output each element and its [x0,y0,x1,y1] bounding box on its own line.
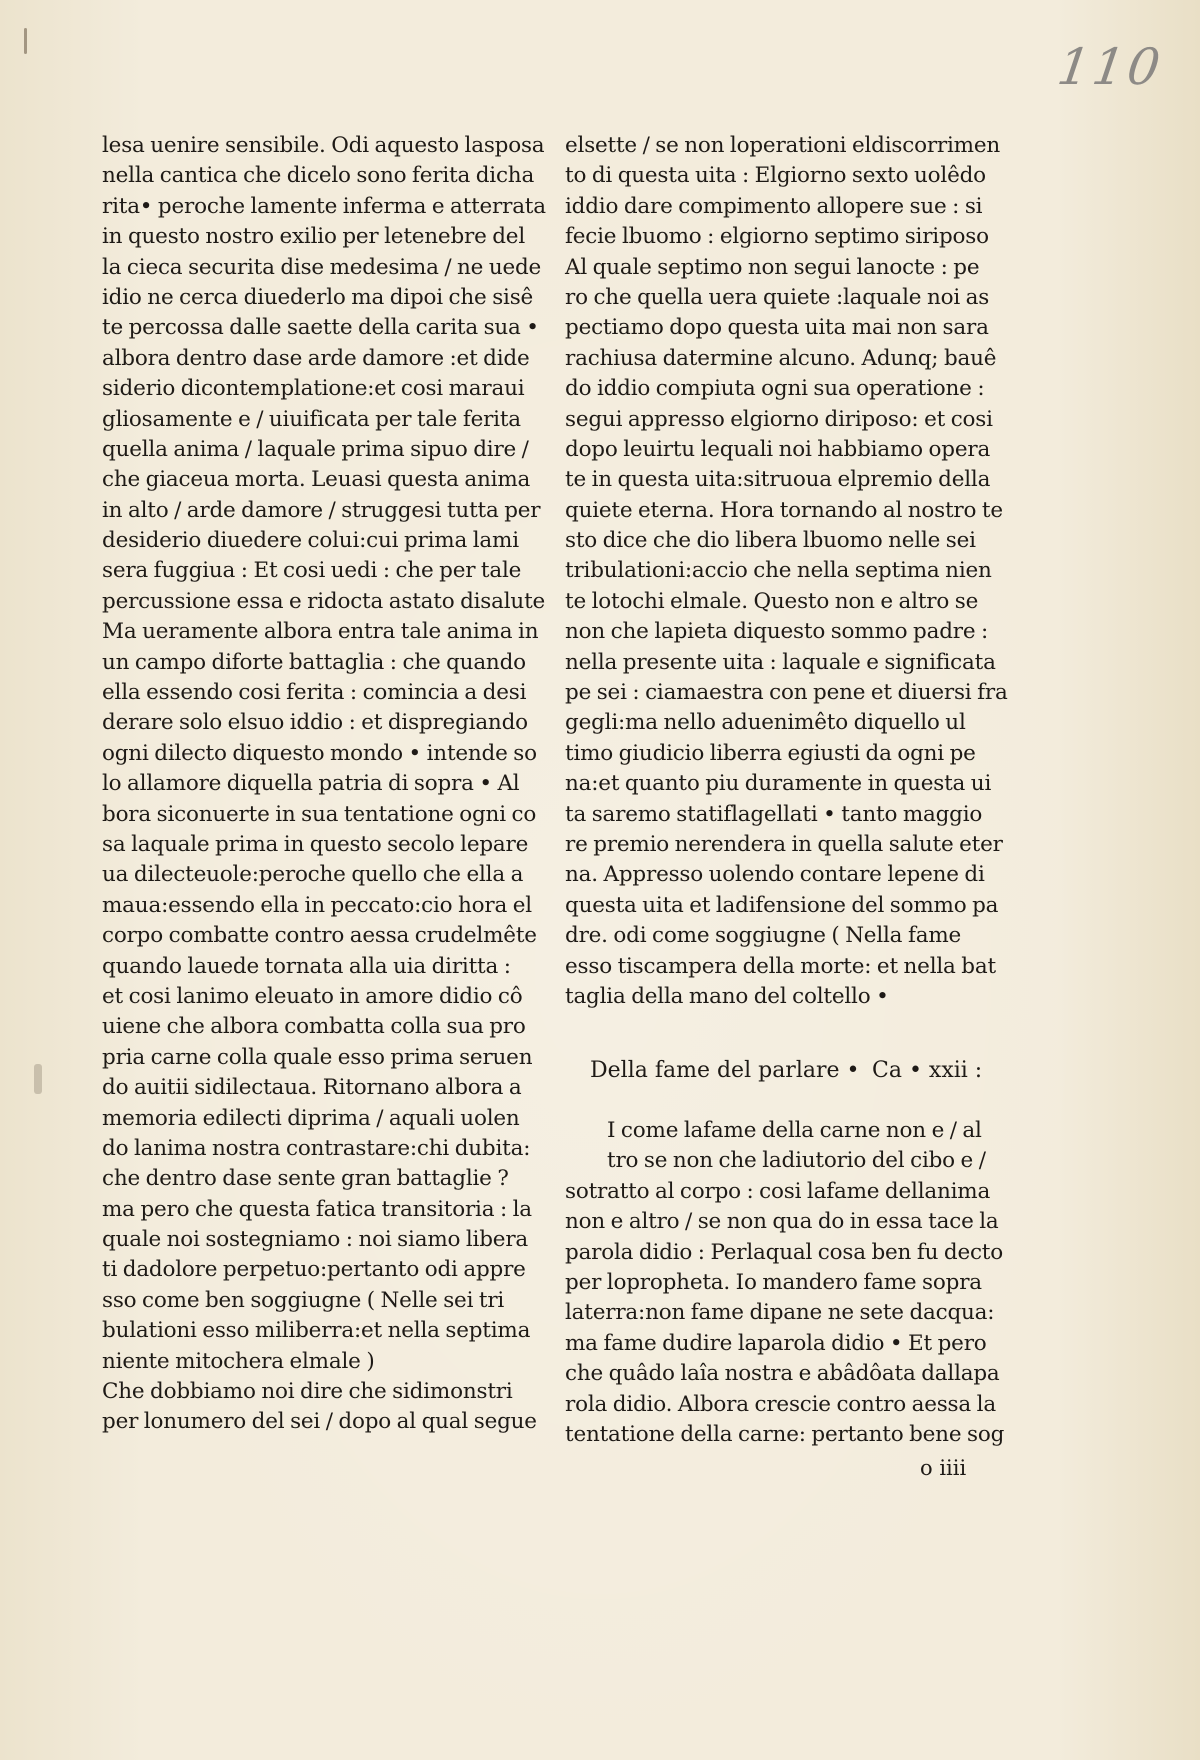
text-line: rola didio. Albora crescie contro aessa la [565,1391,996,1417]
text-line: che quâdo laîa nostra e abâdôata dallapa [565,1361,1000,1387]
text-line: la cieca securita dise medesima / ne uede [102,254,542,280]
text-line: un campo diforte battaglia : che quando [102,649,526,675]
text-line: ua dilecteuole:peroche quello che ella a [102,862,524,888]
text-line: pe sei : ciamaestra con pene et diuersi fra [565,680,1008,706]
text-line: rita• peroche lamente inferma e atterrata [102,193,546,219]
text-line: quiete eterna. Hora tornando al nostro te [565,497,1003,523]
text-line: gegli:ma nello aduenimêto diquello ul [565,710,966,736]
text-line: do iddio compiuta ogni sua operatione : [565,376,985,402]
text-line: Al quale septimo non segui lanocte : pe [565,254,980,280]
text-line: re premio nerendera in quella salute eter [565,831,1003,857]
text-line: pectiamo dopo questa uita mai non sara [565,315,989,341]
text-line: ma fame dudire laparola didio • Et pero [565,1330,987,1356]
text-line: per lopropheta. Io mandero fame sopra [565,1269,982,1295]
text-line: tentatione della carne: pertanto bene sog [565,1421,1005,1447]
text-line: nella presente uita : laquale e significata [565,649,996,675]
chapter-heading [590,1055,990,1087]
left-text-column [102,131,546,1438]
text-line: sera fuggiua : Et cosi uedi : che per tale [102,558,522,584]
margin-stain [34,1064,42,1094]
text-line: questa uita et ladifensione del sommo pa [565,892,999,918]
right-text-column-upper [565,131,1008,1012]
text-line: ella essendo cosi ferita : comincia a desi [102,680,527,706]
text-line: ta saremo statiflagellati • tanto maggio [565,801,983,827]
text-line: elsette / se non loperationi eldiscorrimen [565,133,1001,158]
text-line: na. Appresso uolendo contare lepene di [565,862,985,888]
binding-mark [24,28,27,54]
text-line: siderio dicontemplatione:et cosi maraui [102,376,525,402]
text-line: per lonumero del sei / dopo al qual segue [102,1409,537,1435]
text-line: memoria edilecti diprima / aquali uolen [102,1105,520,1131]
text-line: sto dice che dio libera lbuomo nelle sei [565,528,976,554]
text-line: Ma ueramente albora entra tale anima in [102,619,539,645]
chapter-title: Della fame del parlare • [590,1058,860,1083]
text-line: pria carne colla quale esso prima seruen [102,1044,533,1070]
chapter-number: Ca • xxii : [872,1058,983,1083]
text-line: che dentro dase sente gran battaglie ? [102,1166,509,1192]
text-line: ogni dilecto diquesto mondo • intende so [102,740,537,766]
text-line: dre. odi come soggiugne ( Nella fame [565,923,962,949]
text-line: laterra:non fame dipane ne sete dacqua: [565,1300,995,1326]
right-text-column-lower [565,1116,1005,1450]
text-line: gliosamente e / uiuificata per tale ferita [102,406,521,432]
folio-number: 110 [1053,38,1167,96]
text-line: taglia della mano del coltello • [565,983,889,1009]
text-line: quella anima / laquale prima sipuo dire / [102,436,529,462]
text-line: idio ne cerca diuederlo ma dipoi che sisê [102,284,534,310]
text-line: ma pero che questa fatica transitoria : la [102,1196,532,1222]
text-line: quale noi sostegniamo : noi siamo libera [102,1227,529,1253]
text-line: sa laquale prima in questo secolo lepare [102,831,529,857]
text-line: albora dentro dase arde damore :et dide [102,345,530,371]
text-line: do lanima nostra contrastare:chi dubita: [102,1135,531,1161]
text-line: parola didio : Perlaqual cosa ben fu decto [565,1239,1003,1265]
text-line: lo allamore diquella patria di sopra • Al [102,771,520,797]
text-line: segui appresso elgiorno diriposo: et cosi [565,406,993,432]
text-line: lesa uenire sensibile. Odi aquesto lasposa [102,133,545,158]
text-line: in alto / arde damore / struggesi tutta per [102,497,541,523]
text-line: bora siconuerte in sua tentatione ogni co [102,801,537,827]
text-line: iddio dare compimento allopere sue : si [565,193,983,219]
text-line: non che lapieta diquesto sommo padre : [565,619,989,645]
text-line: sotratto al corpo : cosi lafame dellanima [565,1178,991,1204]
text-line: maua:essendo ella in peccato:cio hora el [102,892,532,918]
text-line: ro che quella uera quiete :laquale noi as [565,284,990,310]
text-line: fecie lbuomo : elgiorno septimo siriposo [565,224,989,250]
text-line: uiene che albora combatta colla sua pro [102,1014,526,1040]
text-line: derare solo elsuo iddio : et dispregiando [102,710,528,736]
text-line: rachiusa datermine alcuno. Adunq; bauê [565,345,997,371]
text-line: percussione essa e ridocta astato disalute [102,588,546,614]
text-line: tribulationi:accio che nella septima nien [565,558,992,584]
text-line: sso come ben soggiugne ( Nelle sei tri [102,1287,505,1313]
text-line: corpo combatte contro aessa crudelmête [102,923,537,949]
text-line: quando lauede tornata alla uia diritta : [102,953,511,979]
text-line: dopo leuirtu lequali noi habbiamo opera [565,436,991,462]
text-line: niente mitochera elmale ) [102,1348,375,1374]
text-line: nella cantica che dicelo sono ferita dicha [102,163,535,189]
quire-signature: o iiii [920,1456,967,1480]
text-line: desiderio diuedere colui:cui prima lami [102,528,519,554]
text-line: te lotochi elmale. Questo non e altro se [565,588,979,614]
text-line: do auitii sidilectaua. Ritornano albora a [102,1075,522,1101]
text-line: na:et quanto piu duramente in questa ui [565,771,992,797]
text-line: et cosi lanimo eleuato in amore didio cô [102,983,523,1009]
text-line: to di questa uita : Elgiorno sexto uolêdo [565,163,986,189]
text-line: in questo nostro exilio per letenebre del [102,224,526,250]
text-line: I come lafame della carne non e / al [607,1118,982,1143]
text-line: che giaceua morta. Leuasi questa anima [102,467,531,493]
text-line: non e altro / se non qua do in essa tace la [565,1209,999,1235]
text-line: timo giudicio liberra egiusti da ogni pe [565,740,976,766]
text-line: bulationi esso miliberra:et nella septima [102,1318,531,1344]
text-line: ti dadolore perpetuo:pertanto odi appre [102,1257,526,1283]
text-line: tro se non che ladiutorio del cibo e / [607,1148,986,1174]
text-line: Che dobbiamo noi dire che sidimonstri [102,1379,513,1405]
text-line: te percossa dalle saette della carita sua • [102,315,539,341]
text-line: esso tiscampera della morte: et nella bat [565,953,996,979]
text-line: te in questa uita:sitruoua elpremio della [565,467,991,493]
